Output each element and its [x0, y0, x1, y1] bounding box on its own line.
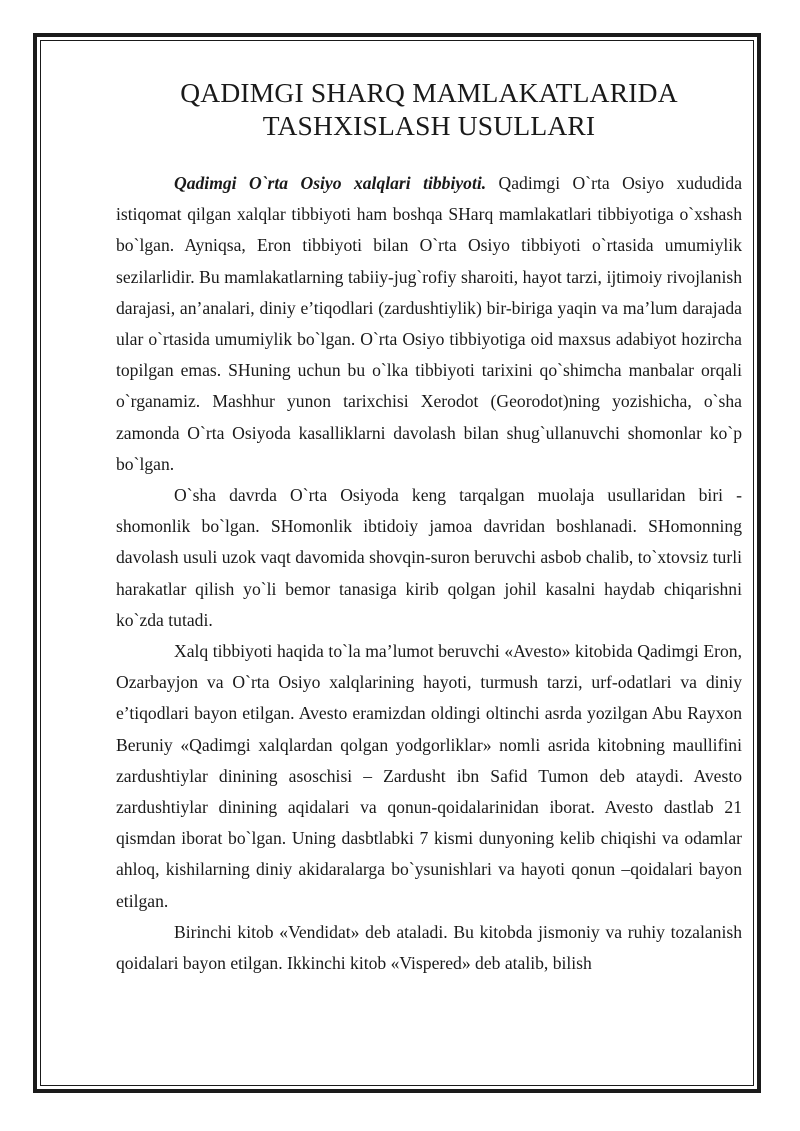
- paragraph-3: [116, 636, 742, 917]
- paragraph-3-text: Xalq tibbiyoti haqida to`la ma’lumot beruvchi «Avesto» kitobida Qadimgi Eron, Ozarbayjon va O`rta Osiyo xalqlarining hayoti, turmush tarzi, urf-odatlari va diniy e’tiqodlari bayon etilgan. Avesto eramizdan oldingi oltinchi asrda yozilgan Abu Rayxon Beruniy «Qadimgi xalqlardan qolgan yodgorliklar» nomli asrida kitobning maullifini zardushtiylar dinining asoschisi – Zardusht ibn Safid Tumon deb ataydi. Avesto zardushtiylar dinining aqidalari va qonun-qoidalarinidan iborat. Avesto dastlab 21 qismdan iborat bo`lgan. Uning dasbtlabki 7 kismi dunyoning kelib chiqishi va odamlar ahloq, kishilarning diniy akidaralarga bo`ysunishlari va hayoti qonun –qoidalari bayon etilgan.: [116, 641, 742, 911]
- document-body: [116, 76, 742, 979]
- paragraph-1-text: Qadimgi O`rta Osiyo xududida istiqomat qilgan xalqlar tibbiyoti ham boshqa SHarq mamlakatlari tibbiyotiga o`xshash bo`lgan. Ayniqsa, Eron tibbiyoti bilan O`rta Osiyo tibbiyoti o`rtasida umumiylik sezilarlidir. Bu mamlakatlarning tabiiy-jug`rofiy sharoiti, hayot tarzi, ijtimoiy rivojlanish darajasi, an’analari, diniy e’tiqodlari (zardushtiylik) bir-biriga yaqin va ma’lum darajada ular o`rtasida umumiylik bo`lgan. O`rta Osiyo tibbiyotiga oid maxsus adabiyot hozircha topilgan emas. SHuning uchun bu o`lka tibbiyoti tarixini qo`shimcha manbalar orqali o`rganamiz. Mashhur yunon tarixchisi Xerodot (Georodot)ning yozishicha, o`sha zamonda O`rta Osiyoda kasalliklarni davolash bilan shug`ullanuvchi shomonlar ko`p bo`lgan.: [116, 173, 743, 474]
- page-title: [116, 76, 742, 142]
- paragraph-1: [116, 168, 742, 480]
- section-heading: Qadimgi O`rta Osiyo xalqlari tibbiyoti.: [174, 173, 487, 193]
- paragraph-2-text: O`sha davrda O`rta Osiyoda keng tarqalgan muolaja usullaridan biri - shomonlik bo`lgan. SHomonlik ibtidoiy jamoa davridan boshlanadi. SHomonning davolash usuli uzok vaqt davomida shovqin-suron beruvchi asbob chalib, to`xtovsiz turli harakatlar qilish yo`li bemor tanasiga kirib qolgan johil kasalni haydab chiqarishni ko`zda tutadi.: [116, 485, 742, 630]
- paragraph-4-text: Birinchi kitob «Vendidat» deb ataladi. Bu kitobda jismoniy va ruhiy tozalanish qoidalari bayon etilgan. Ikkinchi kitob «Vispered» deb atalib, bilish: [116, 921, 742, 974]
- paragraph-4: [116, 917, 742, 979]
- title-line-1: QADIMGI SHARQ MAMLAKATLARIDA: [180, 77, 678, 108]
- title-line-2: TASHXISLASH USULLARI: [262, 110, 596, 141]
- paragraph-2: [116, 480, 742, 636]
